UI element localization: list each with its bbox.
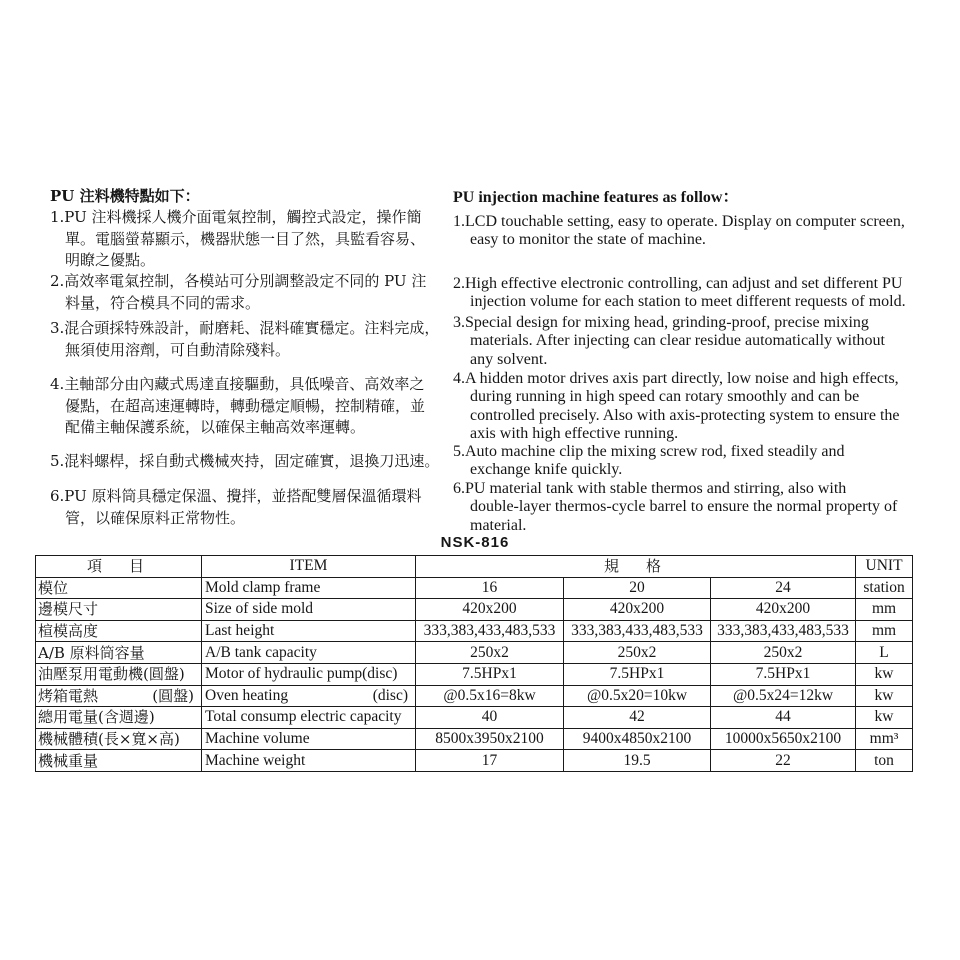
item-en-cell: Size of side mold: [202, 599, 416, 621]
item-en-cell: A/B tank capacity: [202, 642, 416, 664]
item-en-label: Oven heating: [205, 686, 289, 704]
unit-cell: L: [856, 642, 913, 664]
feature-line: double-layer thermos-cycle barrel to ensure the normal property of: [470, 498, 898, 516]
spec-value-cell: 420x200: [564, 599, 711, 621]
item-zh-label: 烤箱電熱: [38, 686, 99, 705]
spec-value-cell: 40: [416, 707, 564, 729]
item-zh-cell: 邊模尺寸: [36, 599, 202, 621]
spec-value-cell: 8500x3950x2100: [416, 728, 564, 750]
feature-line: 明瞭之優點。: [65, 251, 156, 269]
spec-value-cell: 24: [711, 577, 856, 599]
feature-item-zh-4: [50, 374, 425, 439]
spec-value-cell: 333,383,433,483,533: [416, 620, 564, 642]
feature-line: 2.高效率電氣控制，各模站可分別調整設定不同的 PU 注: [50, 272, 427, 290]
spec-value-cell: 9400x4850x2100: [564, 728, 711, 750]
table-row: [36, 599, 913, 621]
item-en-cell: Last height: [202, 620, 416, 642]
spec-value-cell: 250x2: [711, 642, 856, 664]
spec-value-cell: 7.5HPx1: [416, 663, 564, 685]
spec-value-cell: 42: [564, 707, 711, 729]
item-zh-cell: 油壓泵用電動機(圓盤): [36, 663, 202, 685]
spec-value-cell: 250x2: [416, 642, 564, 664]
unit-cell: kw: [856, 685, 913, 707]
feature-item-en-4: [453, 370, 900, 443]
item-zh-cell: 機械重量: [36, 750, 202, 772]
spec-value-cell: 44: [711, 707, 856, 729]
model-title: NSK-816: [440, 534, 510, 551]
table-header-row: [36, 556, 913, 578]
unit-cell: kw: [856, 663, 913, 685]
item-en-note: (disc): [372, 686, 408, 704]
item-zh-cell: [36, 685, 202, 707]
table-row: [36, 663, 913, 685]
feature-line: easy to monitor the state of machine.: [470, 231, 706, 249]
feature-item-en-2: [453, 275, 906, 312]
feature-line: materials. After injecting can clear residue automatically without: [470, 332, 885, 350]
feature-line: 4.主軸部分由內藏式馬達直接驅動，具低噪音、高效率之: [50, 375, 425, 393]
feature-line: 料量，符合模具不同的需求。: [65, 293, 261, 312]
header-spec: 規 格: [416, 556, 856, 578]
item-en-cell: Machine volume: [202, 728, 416, 750]
feature-line: 1.PU 注料機採人機介面電氣控制，觸控式設定，操作簡: [50, 208, 422, 226]
spec-value-cell: 22: [711, 750, 856, 772]
spec-value-cell: @0.5x16=8kw: [416, 685, 564, 707]
unit-cell: mm³: [856, 728, 913, 750]
feature-line: 6.PU 原料筒具穩定保溫、攪拌，並搭配雙層保溫循環料: [50, 487, 422, 505]
item-en-split: [205, 687, 412, 705]
feature-line: during running in high speed can rotary smoothly and can be: [470, 388, 860, 406]
feature-line: 單。電腦螢幕顯示，機器狀態一目了然，具監看容易、: [65, 229, 426, 248]
feature-line: 3.Special design for mixing head, grinding-proof, precise mixing: [453, 314, 869, 331]
header-item-en: ITEM: [202, 556, 416, 578]
table-row: [36, 728, 913, 750]
feature-line: 6.PU material tank with stable thermos and stirring, also with: [453, 480, 847, 497]
item-en-cell: Total consump electric capacity: [202, 707, 416, 729]
spec-value-cell: 20: [564, 577, 711, 599]
table-row: [36, 750, 913, 772]
feature-line: 4.A hidden motor drives axis part directly, low noise and high effects,: [453, 370, 899, 387]
table-row: [36, 707, 913, 729]
feature-line: 5.Auto machine clip the mixing screw rod, fixed steadily and: [453, 443, 845, 460]
spec-value-cell: 7.5HPx1: [564, 663, 711, 685]
feature-line: controlled precisely. Also with axis-protecting system to ensure the: [470, 406, 900, 424]
unit-cell: kw: [856, 707, 913, 729]
item-zh-cell: 楦模高度: [36, 620, 202, 642]
item-zh-cell: 機械體積(長×寬×高): [36, 728, 202, 750]
table-row: [36, 685, 913, 707]
spec-value-cell: @0.5x24=12kw: [711, 685, 856, 707]
feature-item-zh-2: [50, 271, 426, 314]
spec-value-cell: 7.5HPx1: [711, 663, 856, 685]
feature-line: material.: [470, 516, 527, 534]
item-zh-cell: A/B 原料筒容量: [36, 642, 202, 664]
item-en-cell: Mold clamp frame: [202, 577, 416, 599]
spec-value-cell: 19.5: [564, 750, 711, 772]
table-row: [36, 642, 913, 664]
feature-item-en-1: [453, 213, 905, 250]
header-unit: UNIT: [856, 556, 913, 578]
item-en-cell: Machine weight: [202, 750, 416, 772]
table-row: [36, 577, 913, 599]
item-zh-note: (圓盤): [152, 686, 194, 705]
feature-line: 5.混料螺桿，採自動式機械夾持，固定確實，退換刀迅速。: [50, 452, 440, 470]
item-zh-cell: 模位: [36, 577, 202, 599]
feature-item-zh-1: [50, 207, 425, 272]
unit-cell: mm: [856, 599, 913, 621]
spec-value-cell: 333,383,433,483,533: [711, 620, 856, 642]
spec-value-cell: 10000x5650x2100: [711, 728, 856, 750]
feature-line: 管，以確保原料正常物性。: [65, 508, 246, 527]
spec-value-cell: 333,383,433,483,533: [564, 620, 711, 642]
item-zh-split: [38, 687, 198, 705]
item-zh-cell: 總用電量(含週邊): [36, 707, 202, 729]
feature-line: 無須使用溶劑，可自動清除殘料。: [65, 340, 291, 359]
spec-value-cell: @0.5x20=10kw: [564, 685, 711, 707]
header-item-zh: 項 目: [36, 556, 202, 578]
unit-cell: mm: [856, 620, 913, 642]
feature-item-zh-6: [50, 486, 422, 529]
feature-line: injection volume for each station to meet different requests of mold.: [470, 293, 906, 311]
item-en-cell: [202, 685, 416, 707]
feature-line: 配備主軸保護系統，以確保主軸高效率運轉。: [65, 418, 366, 436]
feature-line: 1.LCD touchable setting, easy to operate. Display on computer screen,: [453, 213, 905, 230]
features-title-zh: PU 注料機特點如下：: [50, 187, 200, 205]
spec-value-cell: 420x200: [711, 599, 856, 621]
spec-value-cell: 250x2: [564, 642, 711, 664]
feature-line: 3.混合頭採特殊設計，耐磨耗、混料確實穩定。注料完成，: [50, 319, 440, 337]
feature-line: exchange knife quickly.: [470, 461, 623, 479]
feature-line: axis with high effective running.: [470, 424, 679, 442]
feature-line: 優點，在超高速運轉時，轉動穩定順暢，控制精確，並: [65, 396, 426, 415]
feature-item-en-3: [453, 314, 885, 369]
feature-item-zh-3: [50, 318, 439, 361]
item-en-cell: Motor of hydraulic pump(disc): [202, 663, 416, 685]
spec-value-cell: 17: [416, 750, 564, 772]
spec-value-cell: 420x200: [416, 599, 564, 621]
feature-item-zh-5: [50, 451, 439, 473]
spec-table: [35, 555, 913, 772]
feature-item-en-6: [453, 480, 897, 535]
spec-value-cell: 16: [416, 577, 564, 599]
feature-line: 2.High effective electronic controlling, can adjust and set different PU: [453, 275, 903, 292]
features-title-en: PU injection machine features as follow：: [453, 189, 739, 206]
feature-item-en-5: [453, 443, 844, 480]
unit-cell: ton: [856, 750, 913, 772]
unit-cell: station: [856, 577, 913, 599]
feature-line: any solvent.: [470, 350, 548, 368]
table-row: [36, 620, 913, 642]
